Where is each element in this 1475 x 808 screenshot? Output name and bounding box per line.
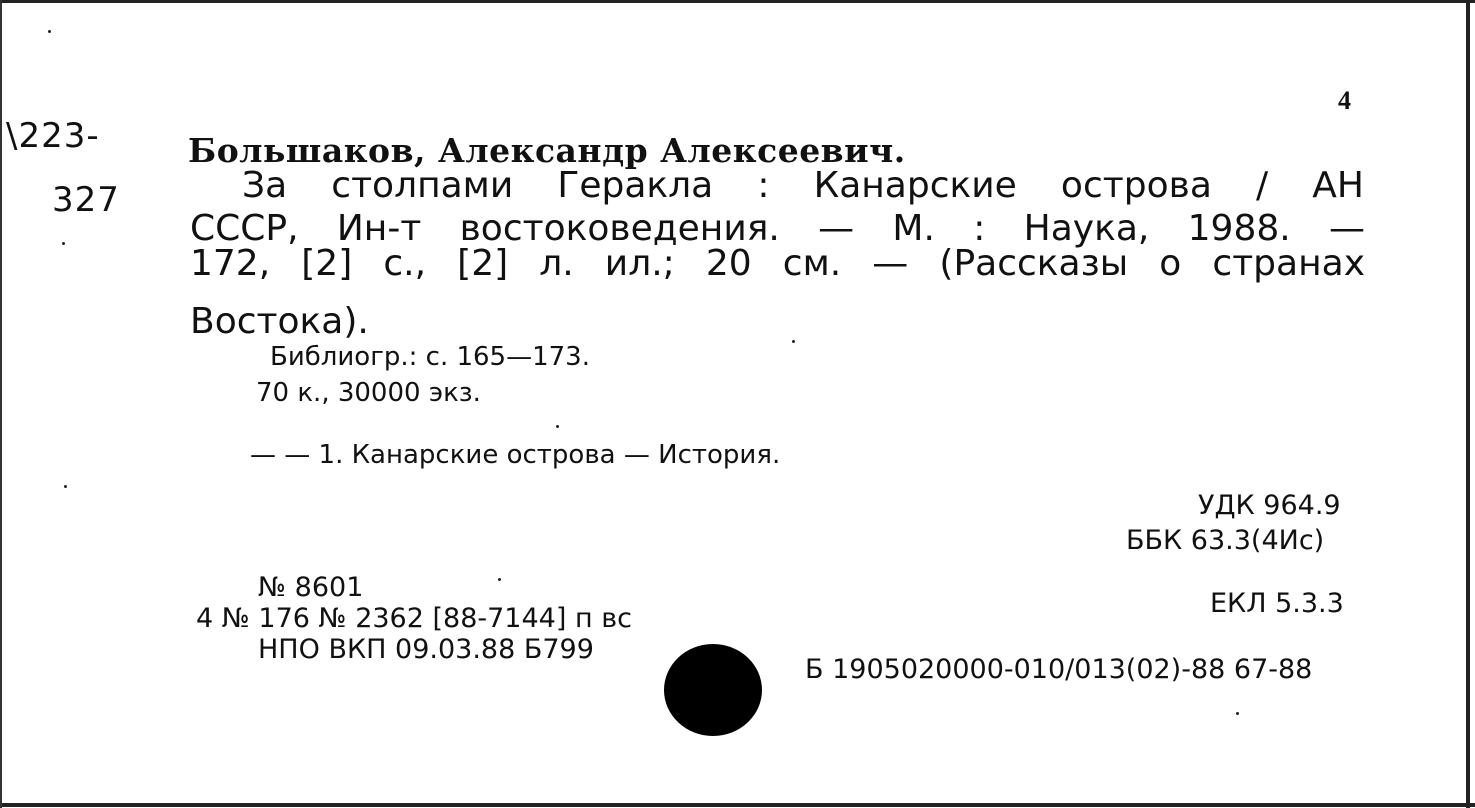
speck — [498, 578, 501, 581]
publication-code: Б 1905020000-010/013(02)-88 67-88 — [805, 654, 1313, 685]
description-line-2: СССР, Ин-т востоковедения. — М. : Наука, 1988. — — [190, 208, 1365, 249]
author-heading: Большаков, Александр Алексеевич. — [188, 131, 906, 170]
udk-index: УДК 964.9 — [1198, 490, 1341, 521]
description-line-3: 172, [2] с., [2] л. ил.; 20 см. — (Рассказы о странах — [190, 243, 1365, 284]
print-info-line-2: 4 № 176 № 2362 [88-7144] п вс — [196, 603, 632, 634]
ekl-index: ЕКЛ 5.3.3 — [1210, 588, 1344, 619]
card-border-right — [1466, 0, 1470, 808]
card-border-bottom — [0, 803, 1475, 807]
price-run-note: 70 к., 30000 экз. — [256, 378, 481, 408]
card-border-left — [0, 0, 2, 808]
speck — [64, 485, 67, 488]
speck — [556, 425, 559, 428]
card-border-top — [0, 0, 1475, 3]
bibliography-note: Библиогр.: с. 165—173. — [270, 342, 590, 372]
punch-hole — [664, 644, 762, 736]
print-info-line-3: НПО ВКП 09.03.88 Б799 — [258, 634, 594, 665]
description-line-1: За столпами Геракла : Канарские острова / АН — [242, 165, 1364, 206]
description-line-4: Востока). — [190, 301, 369, 342]
subject-heading: — — 1. Канарские острова — История. — [250, 440, 781, 470]
handwritten-shelfmark-line2: 327 — [52, 180, 120, 220]
card-page-number: 4 — [1338, 86, 1351, 115]
speck — [48, 30, 51, 33]
handwritten-shelfmark-line1: \223- — [6, 116, 100, 156]
print-info-line-1: № 8601 — [258, 572, 364, 603]
bbk-index: ББК 63.3(4Ис) — [1126, 525, 1325, 556]
speck — [1236, 712, 1239, 715]
speck — [62, 242, 65, 245]
